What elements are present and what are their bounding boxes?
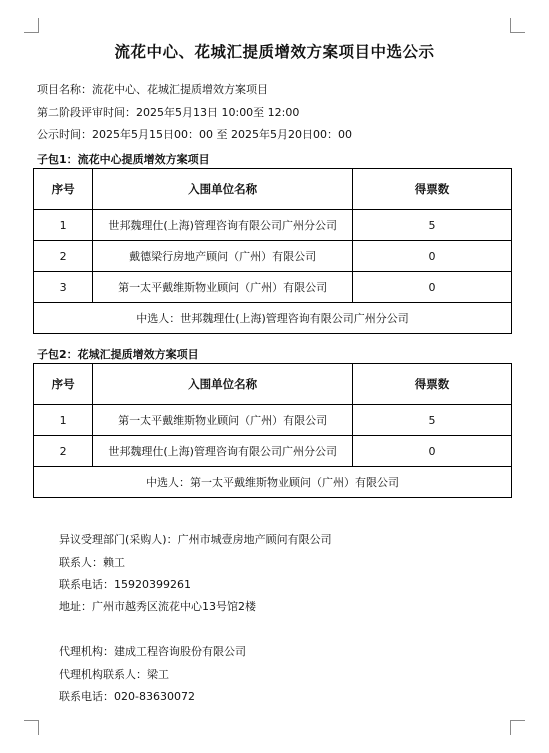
header-votes: 得票数 <box>352 169 511 210</box>
row-votes: 5 <box>352 405 511 436</box>
row-company: 世邦魏理仕(上海)管理咨询有限公司广州分公司 <box>93 436 353 467</box>
review-time: 第二阶段评审时间：2025年5月13日 10:00至 12:00 <box>37 106 300 119</box>
contact-person: 联系人：赖工 <box>59 556 125 569</box>
agency-name: 代理机构：建成工程咨询股份有限公司 <box>59 645 246 658</box>
header-no: 序号 <box>34 169 93 210</box>
row-company: 第一太平戴维斯物业顾问（广州）有限公司 <box>93 272 353 303</box>
row-votes: 5 <box>352 210 511 241</box>
selected-row <box>34 303 512 334</box>
header-company: 入围单位名称 <box>93 169 353 210</box>
package2-heading: 子包2：花城汇提质增效方案项目 <box>37 348 199 361</box>
row-company: 第一太平戴维斯物业顾问（广州）有限公司 <box>93 405 353 436</box>
page-corner-mark <box>510 720 525 735</box>
row-no: 3 <box>34 272 93 303</box>
row-votes: 0 <box>352 436 511 467</box>
row-no: 2 <box>34 241 93 272</box>
table-row <box>34 405 512 436</box>
selected-winner: 中选人：世邦魏理仕(上海)管理咨询有限公司广州分公司 <box>34 303 512 334</box>
table-row <box>34 436 512 467</box>
agency-phone: 联系电话：020-83630072 <box>59 690 195 703</box>
document-title: 流花中心、花城汇提质增效方案项目中选公示 <box>114 43 435 61</box>
row-no: 1 <box>34 210 93 241</box>
selected-row <box>34 467 512 498</box>
page-corner-mark <box>24 18 39 33</box>
page-corner-mark <box>24 720 39 735</box>
project-name: 项目名称：流花中心、花城汇提质增效方案项目 <box>37 83 268 96</box>
publicity-time: 公示时间：2025年5月15日00：00 至 2025年5月20日00：00 <box>37 128 352 141</box>
selected-winner: 中选人：第一太平戴维斯物业顾问（广州）有限公司 <box>34 467 512 498</box>
contact-phone: 联系电话：15920399261 <box>59 578 191 591</box>
table-header-row <box>34 169 512 210</box>
package1-heading: 子包1：流花中心提质增效方案项目 <box>37 153 210 166</box>
row-company: 世邦魏理仕(上海)管理咨询有限公司广州分公司 <box>93 210 353 241</box>
package1-table <box>33 168 512 334</box>
row-no: 1 <box>34 405 93 436</box>
row-no: 2 <box>34 436 93 467</box>
objection-dept: 异议受理部门(采购人)：广州市城壹房地产顾问有限公司 <box>59 533 332 546</box>
row-votes: 0 <box>352 241 511 272</box>
agency-contact-person: 代理机构联系人：梁工 <box>59 668 169 681</box>
table-header-row <box>34 364 512 405</box>
table-row <box>34 210 512 241</box>
contact-address: 地址：广州市越秀区流花中心13号馆2楼 <box>59 600 256 613</box>
row-votes: 0 <box>352 272 511 303</box>
page-corner-mark <box>510 18 525 33</box>
row-company: 戴德梁行房地产顾问（广州）有限公司 <box>93 241 353 272</box>
header-votes: 得票数 <box>352 364 511 405</box>
table-row <box>34 272 512 303</box>
table-row <box>34 241 512 272</box>
header-company: 入围单位名称 <box>93 364 353 405</box>
package2-table <box>33 363 512 498</box>
header-no: 序号 <box>34 364 93 405</box>
